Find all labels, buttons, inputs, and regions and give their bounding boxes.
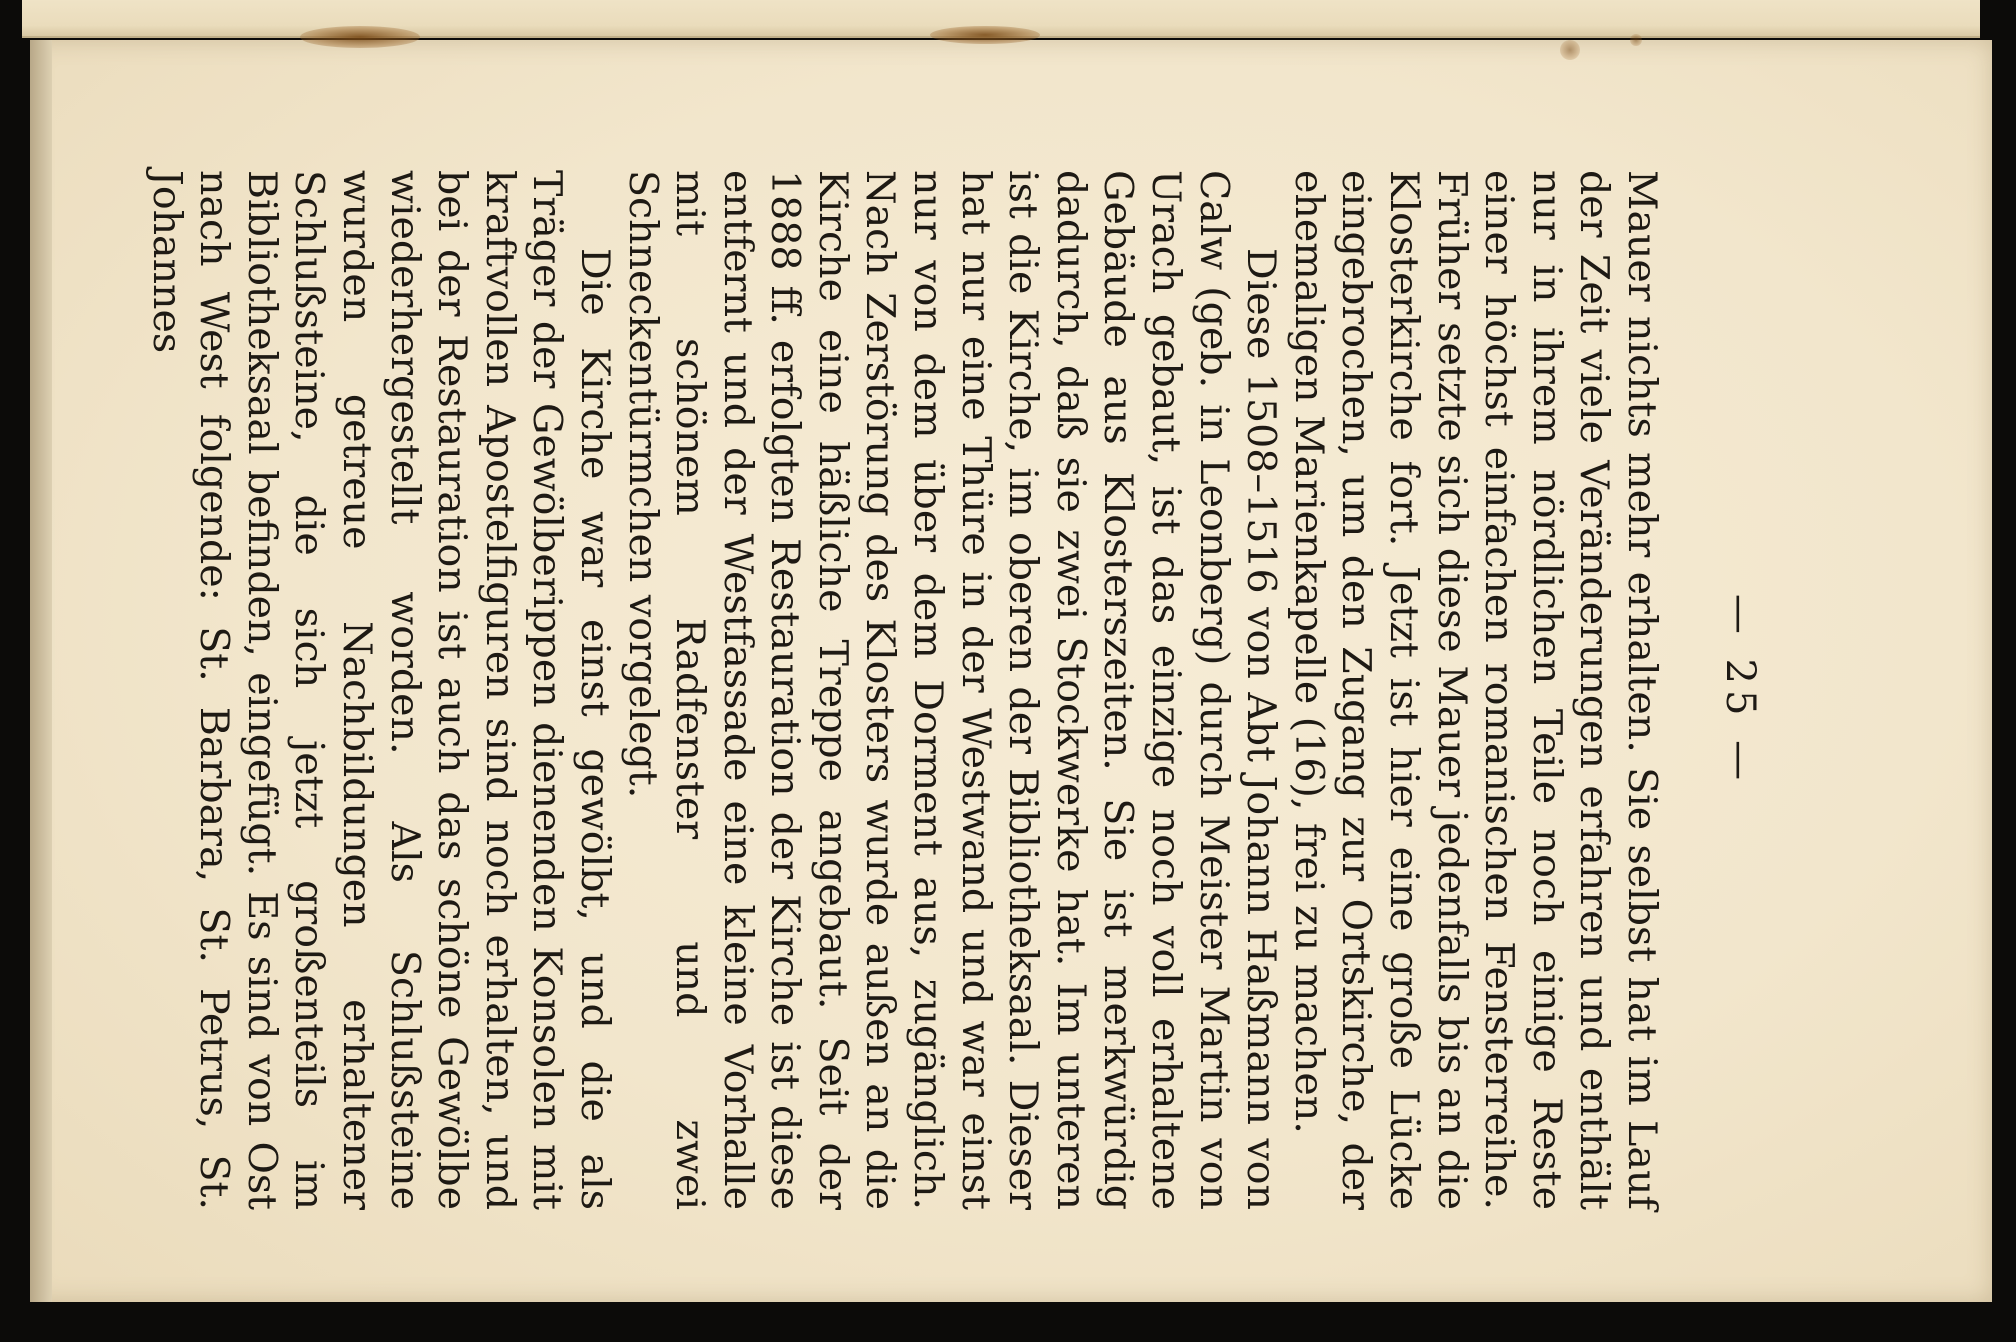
foxing-spot	[1630, 34, 1642, 46]
paragraph-2: Diese 1508–1516 von Abt Johann Haßmann von Calw (geb. in Leonberg) durch Meister Martin von Urach gebaut, ist das einzige noch voll erhaltene Gebäude aus Klosterszeiten. Sie ist merkwürdig dadurch, daß sie zwei Stockwerke hat. Im unteren ist die Kirche, im oberen der Bibliotheksaal. Dieser hat nur eine Thüre in der Westwand und war einst nur von dem über dem Dorment aus, zugänglich. Nach Zerstörung des Klosters wurde außen an die Kirche eine häßliche Treppe angebaut. Seit der 1888 ff. erfolgten Restauration der Kirche ist diese entfernt und der Westfassade eine kleine Vorhalle mit schönem Radfenster und zwei Schneckentürmchen vorgelegt.	[619, 170, 1285, 1210]
foxing-spot	[1560, 40, 1580, 60]
body-text	[142, 170, 1665, 1210]
page-binding-shadow	[30, 40, 52, 1302]
rotated-text-block	[143, 170, 1780, 1210]
rust-stain	[930, 26, 1040, 44]
rust-stain	[300, 26, 420, 48]
page-number: — 25 —	[1717, 593, 1763, 787]
paragraph-3: Die Kirche war einst gewölbt, und die als Träger der Gewölberippen dienenden Konsolen mit kraftvollen Apostelfiguren sind noch erhalten, und bei der Restauration ist auch das schöne Gewölbe wiederhergestellt worden. Als Schlußsteine wurden getreue Nachbildungen erhaltener Schlußsteine, die sich jetzt großenteils im Bibliotheksaal befinden, eingefügt. Es sind von Ost nach West folgende: St. Barbara, St. Petrus, St. Johannes	[143, 170, 618, 1210]
paragraph-1: Mauer nichts mehr erhalten. Sie selbst hat im Lauf der Zeit viele Veränderungen erfahren und enthält nur in ihrem nördlichen Teile noch einige Reste einer höchst einfachen romanischen Fensterreihe. Früher setzte sich diese Mauer jedenfalls bis an die Klosterkirche fort. Jetzt ist hier eine große Lücke eingebrochen, um den Zugang zur Ortskirche, der ehemaligen Marienkapelle (16), frei zu machen.	[1285, 170, 1665, 1210]
